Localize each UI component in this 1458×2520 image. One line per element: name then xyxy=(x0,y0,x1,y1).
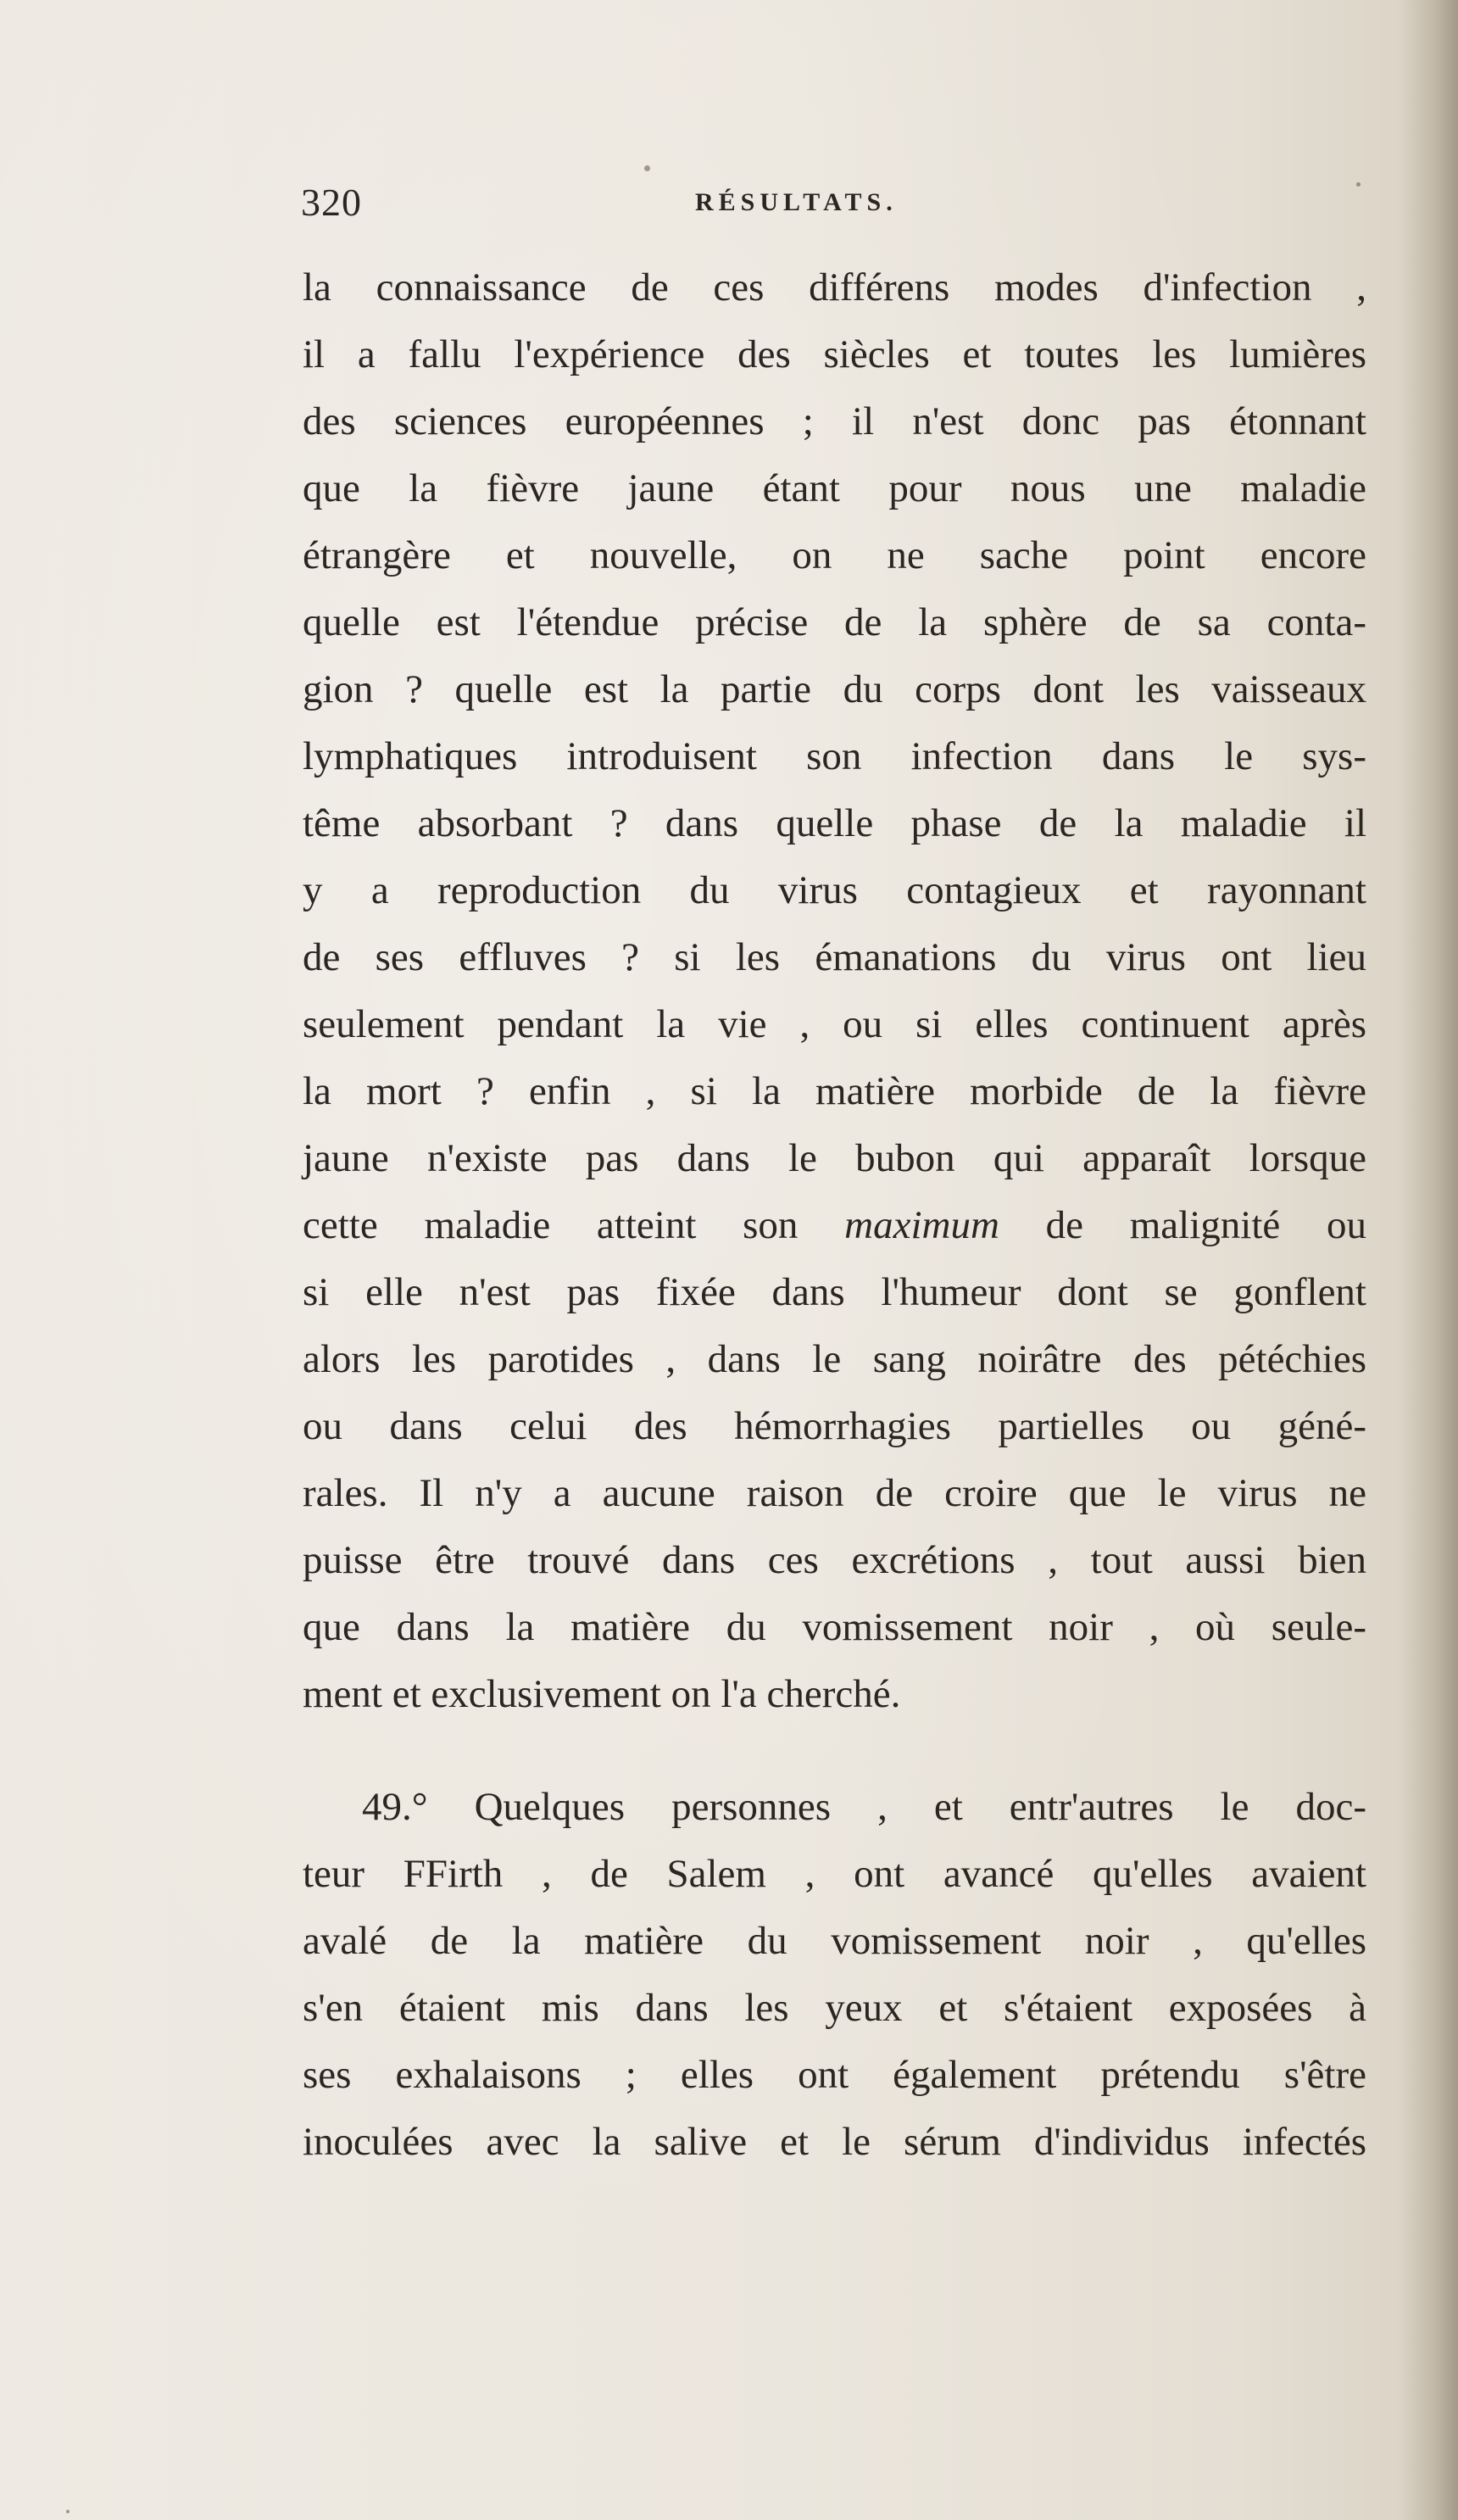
page-number: 320 xyxy=(301,181,362,224)
text-line: 49.° Quelques personnes , et entr'autres le doc- xyxy=(362,1785,1366,1829)
text-line: ou dans celui des hémorrhagies partielles ou géné- xyxy=(303,1404,1366,1448)
text-line: des sciences européennes ; il n'est donc pas étonnant xyxy=(303,399,1366,443)
text-line: la connaissance de ces différens modes d'infection , xyxy=(303,265,1366,309)
running-head: RÉSULTATS. xyxy=(695,188,898,216)
text-line: alors les parotides , dans le sang noirâtre des pétéchies xyxy=(303,1337,1366,1381)
text-line: ses exhalaisons ; elles ont également prétendu s'être xyxy=(303,2053,1366,2097)
ink-speck xyxy=(1356,182,1361,187)
text-line: lymphatiques introduisent son infection dans le sys- xyxy=(303,734,1366,778)
ink-speck xyxy=(644,165,650,171)
page-header xyxy=(301,180,1369,231)
text-line: si elle n'est pas fixée dans l'humeur dont se gonflent xyxy=(303,1270,1366,1314)
italic-term: maximum xyxy=(844,1203,999,1247)
text-line: étrangère et nouvelle, on ne sache point encore xyxy=(303,533,1366,577)
text-line: la mort ? enfin , si la matière morbide de la fièvre xyxy=(303,1069,1366,1113)
text-line: puisse être trouvé dans ces excrétions , tout aussi bien xyxy=(303,1538,1366,1582)
text-line: que dans la matière du vomissement noir , où seule- xyxy=(303,1605,1366,1649)
ink-speck xyxy=(66,2510,70,2513)
text-line: y a reproduction du virus contagieux et rayonnant xyxy=(303,868,1366,912)
text-line: il a fallu l'expérience des siècles et toutes les lumières xyxy=(303,332,1366,376)
text-line: tême absorbant ? dans quelle phase de la maladie il xyxy=(303,801,1366,845)
text-line: gion ? quelle est la partie du corps dont les vaisseaux xyxy=(303,667,1366,711)
text-line: jaune n'existe pas dans le bubon qui apparaît lorsque xyxy=(303,1136,1366,1180)
page-edge-shadow xyxy=(1399,0,1458,2520)
text-line: ment et exclusivement on l'a cherché. xyxy=(303,1672,901,1716)
text-line: inoculées avec la salive et le sérum d'individus infectés xyxy=(303,2120,1366,2164)
text-line: de ses effluves ? si les émanations du virus ont lieu xyxy=(303,935,1366,979)
text-line: quelle est l'étendue précise de la sphère de sa conta- xyxy=(303,600,1366,644)
text-line: avalé de la matière du vomissement noir , qu'elles xyxy=(303,1919,1366,1963)
text-line: cette maladie atteint son maximum de malignité ou xyxy=(303,1203,1366,1247)
text-line: que la fièvre jaune étant pour nous une maladie xyxy=(303,466,1366,510)
paragraph-1 xyxy=(303,254,1366,1728)
text-line: teur FFirth , de Salem , ont avancé qu'elles avaient xyxy=(303,1852,1366,1896)
paragraph-2 xyxy=(303,1774,1366,2176)
text-line: s'en étaient mis dans les yeux et s'étaient exposées à xyxy=(303,1986,1366,2030)
text-line: rales. Il n'y a aucune raison de croire que le virus ne xyxy=(303,1471,1366,1515)
text-line: seulement pendant la vie , ou si elles continuent après xyxy=(303,1002,1366,1046)
